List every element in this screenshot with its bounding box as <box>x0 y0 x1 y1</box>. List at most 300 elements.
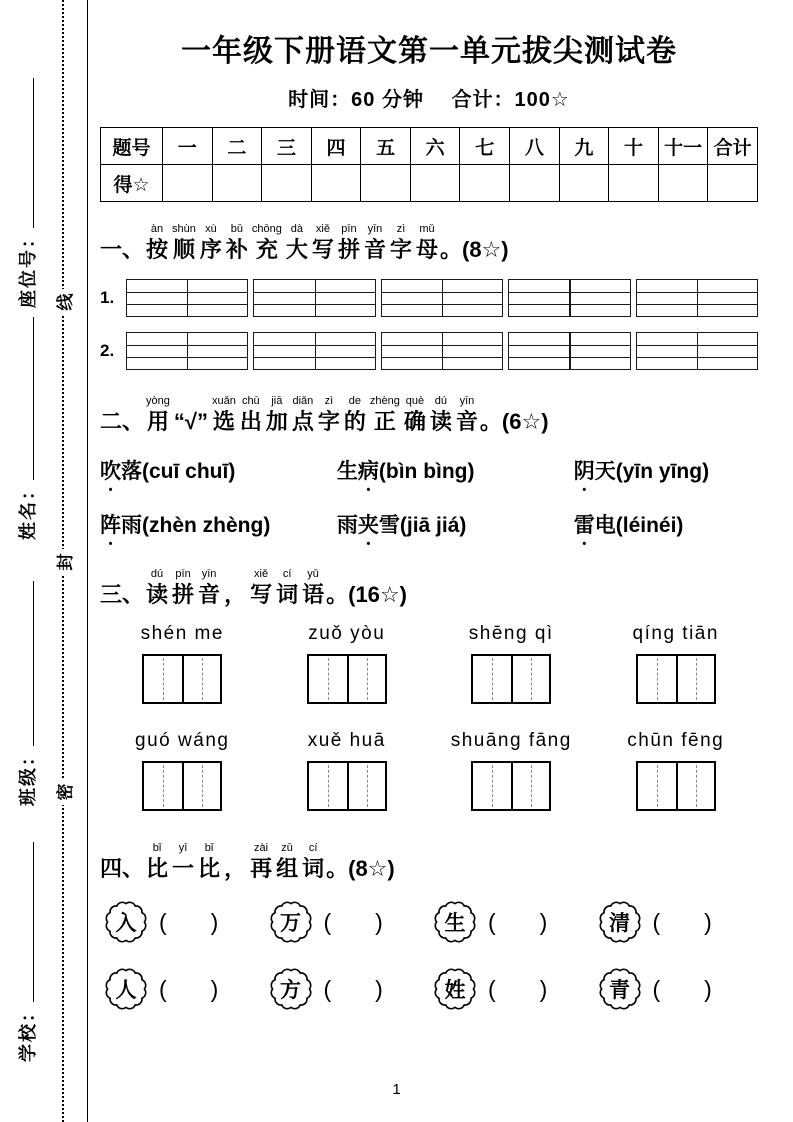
staff-cell[interactable] <box>253 332 375 370</box>
compare-char: 清 <box>609 912 630 935</box>
pinyin-annotation: yīn <box>459 394 475 407</box>
paren-open: ( <box>488 975 496 1002</box>
staff-cell[interactable] <box>636 332 758 370</box>
score-entry-cell[interactable] <box>212 165 262 202</box>
answer-parens <box>653 976 712 1003</box>
hanzi-char: 组 <box>276 855 299 881</box>
character-cell[interactable] <box>309 763 347 809</box>
pinyin-annotation: chū <box>241 394 260 407</box>
pinyin-annotation: yīn <box>367 223 383 235</box>
question-number-cell: 十 <box>609 128 659 165</box>
section-3-number: 三、 <box>100 582 145 607</box>
answer-parens <box>488 976 547 1003</box>
paren-close: ) <box>375 975 383 1002</box>
hanzi-char: ， <box>224 582 247 607</box>
word-item <box>469 623 554 704</box>
pinyin-annotation: zài <box>254 841 269 854</box>
section-1-number: 一、 <box>100 237 145 262</box>
pinyin-annotation: xiě <box>254 568 269 580</box>
class-blank[interactable] <box>15 581 34 746</box>
word-pinyin: qíng tiān <box>632 622 719 644</box>
hanzi-char: 补 <box>225 237 248 262</box>
compare-word-item <box>594 963 759 1015</box>
hanzi-char: 音 <box>198 582 221 607</box>
word-pinyin: shén me <box>140 622 224 644</box>
pronunciation-item[interactable] <box>337 509 574 539</box>
pinyin-annotation: zǔ <box>281 841 293 854</box>
compare-char: 人 <box>115 979 137 1002</box>
hanzi-char: 写 <box>250 582 273 607</box>
pinyin-annotation: bǔ <box>230 223 244 235</box>
question-number-cell: 六 <box>410 128 460 165</box>
seal-char-xian: 线 <box>49 289 77 315</box>
section-1-points: 。(8☆) <box>440 237 509 262</box>
ruby-block <box>224 569 246 609</box>
word-pinyin: guó wáng <box>135 729 230 751</box>
hanzi-char: 比 <box>198 855 221 881</box>
score-table-header-row <box>101 128 758 165</box>
paren-open: ( <box>323 908 332 935</box>
pinyin-annotation: xuǎn <box>211 394 236 407</box>
word: 吹落 <box>100 460 142 483</box>
ruby-block <box>276 843 298 883</box>
pinyin-annotation: zhèng <box>369 394 400 407</box>
flower-frame <box>429 963 481 1015</box>
compare-char: 万 <box>280 912 301 935</box>
compare-char: 生 <box>444 912 466 935</box>
ruby-block <box>146 843 168 883</box>
hanzi-char: 写 <box>311 237 334 262</box>
question-number-cell: 四 <box>311 128 361 165</box>
compare-word-item <box>265 963 430 1015</box>
dotted-char: 病 <box>357 460 379 483</box>
compare-char: 入 <box>115 912 137 935</box>
hanzi-char: 母 <box>415 237 438 262</box>
school-blank[interactable] <box>15 842 34 1002</box>
word: 雷电 <box>574 514 616 537</box>
staff-cell[interactable] <box>126 279 248 317</box>
score-header: 得☆ <box>101 165 163 202</box>
word-item <box>307 730 387 811</box>
staff-row-1-label: 1. <box>100 287 115 307</box>
seal-char-mi: 密 <box>49 779 77 805</box>
section-2-points: 。(6☆) <box>479 408 549 434</box>
hanzi-char: 大 <box>285 237 308 262</box>
reading-options: (léinéi) <box>615 514 684 537</box>
hanzi-char: 加 <box>265 408 288 434</box>
score-entry-cell[interactable] <box>262 165 312 202</box>
reading-options: (jiā jiá) <box>399 514 467 537</box>
flower-frame <box>100 896 152 948</box>
question-number-cell: 合计 <box>708 128 758 165</box>
paren-close: ) <box>704 908 712 935</box>
question-number-cell: 五 <box>361 128 411 165</box>
character-cell[interactable] <box>309 656 347 702</box>
ruby-block <box>312 224 334 264</box>
compare-char: 姓 <box>444 979 466 1002</box>
student-name-field <box>14 317 40 540</box>
word: 生病 <box>337 460 379 483</box>
staff-cell[interactable] <box>126 332 248 370</box>
word: 阴天 <box>574 460 616 483</box>
write-words-grid <box>100 623 758 811</box>
score-entry-cell[interactable] <box>361 165 411 202</box>
pinyin-annotation: dà <box>290 223 304 235</box>
character-cell[interactable] <box>144 763 182 809</box>
flower-frame <box>594 963 646 1015</box>
ruby-block <box>172 224 196 264</box>
hanzi-char: 正 <box>373 408 396 434</box>
hanzi-char: 确 <box>403 408 426 434</box>
ruby-block <box>286 224 308 264</box>
four-line-staff <box>126 279 758 317</box>
paren-close: ) <box>210 908 219 935</box>
ruby-block <box>302 843 324 883</box>
character-writing-box <box>142 761 222 811</box>
class-label: 班级： <box>18 746 38 806</box>
staff-cell[interactable] <box>381 332 503 370</box>
pinyin-annotation: mǔ <box>419 223 435 235</box>
character-writing-box <box>142 654 222 704</box>
answer-parens <box>653 909 712 936</box>
hanzi-char: “√” <box>173 408 208 434</box>
dotted-char: 夹 <box>357 514 379 537</box>
ruby-block <box>252 224 282 264</box>
dotted-char: 吹 <box>100 460 121 483</box>
character-cell[interactable] <box>182 763 220 809</box>
hanzi-char: 拼 <box>337 237 360 262</box>
pronunciation-item[interactable] <box>100 509 337 539</box>
section-3-heading <box>100 569 758 609</box>
score-entry-cell[interactable] <box>311 165 361 202</box>
pronunciation-item[interactable] <box>100 455 337 485</box>
pinyin-staff-row-2 <box>100 332 758 370</box>
section-4-title-ruby <box>144 843 326 883</box>
section-4-number: 四、 <box>100 855 145 881</box>
pinyin-annotation: yǔ <box>307 568 319 580</box>
seat-number-field <box>14 78 40 308</box>
ruby-block <box>250 569 272 609</box>
word: 雨夹雪 <box>337 514 400 537</box>
score-entry-cell[interactable] <box>708 165 758 202</box>
hanzi-char: 读 <box>429 408 452 434</box>
word-pinyin: shēng qì <box>468 622 554 644</box>
word-pinyin: xuě huā <box>307 729 386 751</box>
score-table-score-row <box>101 165 758 202</box>
ruby-block <box>364 224 386 264</box>
question-number-header: 题号 <box>101 128 163 165</box>
flower-frame <box>429 896 481 948</box>
section-3-title-ruby <box>144 569 326 609</box>
word-pinyin: chūn fēng <box>627 729 725 751</box>
flower-frame <box>265 896 317 948</box>
ruby-block <box>174 396 208 436</box>
word-item <box>135 730 229 811</box>
answer-parens <box>159 976 218 1003</box>
reading-options: (yīn yīng) <box>615 460 710 483</box>
pinyin-annotation: què <box>405 394 425 407</box>
dotted-char: 雷 <box>573 514 595 537</box>
pinyin-annotation: diǎn <box>292 394 314 407</box>
paren-open: ( <box>488 908 496 935</box>
score-entry-cell[interactable] <box>163 165 213 202</box>
character-writing-box <box>636 654 716 704</box>
ruby-block <box>302 569 324 609</box>
question-number-cell: 七 <box>460 128 510 165</box>
pinyin-staff-row-1 <box>100 279 758 317</box>
ruby-block <box>240 396 262 436</box>
staff-cell[interactable] <box>636 279 758 317</box>
ruby-block <box>456 396 478 436</box>
margin-divider-line <box>87 0 88 1122</box>
pinyin-annotation: pīn <box>175 568 191 580</box>
compare-word-item <box>265 896 430 948</box>
pinyin-annotation: dú <box>150 568 164 580</box>
paren-close: ) <box>539 975 548 1002</box>
student-name-blank[interactable] <box>15 317 34 480</box>
character-cell[interactable] <box>182 656 220 702</box>
score-entry-cell[interactable] <box>460 165 510 202</box>
paren-open: ( <box>323 975 332 1002</box>
hanzi-char: 的 <box>343 408 366 434</box>
ruby-block <box>344 396 366 436</box>
word-item <box>633 623 719 704</box>
ruby-block <box>276 569 298 609</box>
paren-close: ) <box>210 975 219 1002</box>
pronunciation-item[interactable] <box>337 455 574 485</box>
score-table <box>100 127 758 202</box>
hanzi-char: 词 <box>302 855 325 881</box>
compare-char: 方 <box>280 979 301 1002</box>
hanzi-char: 点 <box>291 408 314 434</box>
hanzi-char: 音 <box>455 408 478 434</box>
seat-number-label: 座位号： <box>18 228 38 308</box>
pinyin-annotation: zì <box>324 394 334 407</box>
pronunciation-items <box>100 455 758 539</box>
word-pinyin: shuāng fāng <box>450 729 572 751</box>
question-number-cell: 二 <box>212 128 262 165</box>
ruby-block <box>416 224 438 264</box>
compare-word-item <box>429 963 594 1015</box>
staff-row-2-label: 2. <box>100 340 115 360</box>
word-item <box>627 730 724 811</box>
hanzi-char: 字 <box>317 408 340 434</box>
question-number-cell: 十一 <box>658 128 708 165</box>
ruby-block <box>292 396 314 436</box>
ruby-block <box>430 396 452 436</box>
pinyin-annotation: xù <box>205 223 217 235</box>
pinyin-annotation: àn <box>150 223 164 235</box>
character-cell[interactable] <box>511 763 549 809</box>
ruby-block <box>318 396 340 436</box>
paper-content <box>100 26 758 1015</box>
ruby-block <box>198 569 220 609</box>
pinyin-annotation: shùn <box>172 223 196 235</box>
character-writing-box <box>307 654 387 704</box>
character-writing-box <box>636 761 716 811</box>
hanzi-char: 用 <box>146 408 169 434</box>
character-cell[interactable] <box>347 656 385 702</box>
word-pinyin: zuǒ yòu <box>308 622 386 644</box>
pinyin-annotation: cí <box>282 568 292 580</box>
paren-open: ( <box>159 975 167 1002</box>
ruby-block <box>200 224 222 264</box>
pinyin-annotation: chōng <box>251 223 282 235</box>
paper-subtitle: 时间：60 分钟 合计：100☆ <box>288 89 570 111</box>
dotted-char: 阴 <box>573 460 595 483</box>
pinyin-annotation: yīn <box>201 568 217 580</box>
school-label: 学校： <box>18 1002 38 1062</box>
question-number-cell: 八 <box>510 128 560 165</box>
student-name-label: 姓名： <box>18 480 38 540</box>
score-entry-cell[interactable] <box>658 165 708 202</box>
section-2-heading <box>100 396 758 436</box>
hanzi-char: 一 <box>172 855 195 881</box>
hanzi-char: ， <box>224 855 247 881</box>
pinyin-annotation: yòng <box>146 394 170 407</box>
question-number-cell: 九 <box>559 128 609 165</box>
section-2-number: 二、 <box>100 408 145 434</box>
hanzi-char: 词 <box>276 582 299 607</box>
compare-word-item <box>594 896 759 948</box>
staff-cell[interactable] <box>381 279 503 317</box>
answer-parens <box>324 909 383 936</box>
character-writing-box <box>471 761 551 811</box>
pronunciation-item[interactable] <box>574 455 758 485</box>
compare-word-item <box>100 963 265 1015</box>
paren-open: ( <box>652 975 661 1002</box>
score-entry-cell[interactable] <box>559 165 609 202</box>
hanzi-char: 读 <box>146 582 169 607</box>
ruby-block <box>224 843 246 883</box>
hanzi-char: 顺 <box>172 237 195 262</box>
staff-cell[interactable] <box>253 279 375 317</box>
question-number-cell: 三 <box>262 128 312 165</box>
ruby-block <box>198 843 220 883</box>
ruby-block <box>404 396 426 436</box>
flower-frame <box>100 963 152 1015</box>
compare-char: 青 <box>609 979 630 1002</box>
staff-cell[interactable] <box>508 279 630 317</box>
ruby-block <box>226 224 248 264</box>
reading-options: (cuī chuī) <box>142 460 236 483</box>
pinyin-annotation: jiā <box>271 394 283 407</box>
pinyin-annotation: pīn <box>341 223 357 235</box>
pinyin-annotation: zì <box>396 223 406 235</box>
pinyin-annotation: bǐ <box>152 841 162 854</box>
ruby-block <box>338 224 360 264</box>
character-cell[interactable] <box>473 763 511 809</box>
hanzi-char: 出 <box>239 408 262 434</box>
staff-cell[interactable] <box>508 332 630 370</box>
ruby-block <box>250 843 272 883</box>
ruby-block <box>146 224 168 264</box>
character-cell[interactable] <box>638 656 676 702</box>
ruby-block <box>172 843 194 883</box>
word-item <box>307 623 387 704</box>
paren-close: ) <box>539 908 548 935</box>
pinyin-annotation: bǐ <box>204 841 214 854</box>
flower-frame <box>594 896 646 948</box>
seat-number-blank[interactable] <box>15 78 34 228</box>
hanzi-char: 比 <box>146 855 169 881</box>
answer-parens <box>159 909 218 936</box>
character-writing-box <box>307 761 387 811</box>
character-cell[interactable] <box>676 656 714 702</box>
answer-parens <box>324 976 383 1003</box>
hanzi-char: 按 <box>146 237 169 262</box>
page-number: 1 <box>392 1081 401 1098</box>
word-item <box>451 730 572 811</box>
hanzi-char: 音 <box>363 237 386 262</box>
pinyin-annotation: de <box>348 394 361 407</box>
character-cell[interactable] <box>347 763 385 809</box>
score-entry-cell[interactable] <box>410 165 460 202</box>
hanzi-char: 选 <box>212 408 235 434</box>
pinyin-annotation: cí <box>308 841 318 854</box>
score-entry-cell[interactable] <box>510 165 560 202</box>
pinyin-annotation: xiě <box>315 223 330 235</box>
word-item <box>141 623 224 704</box>
ruby-block <box>172 569 194 609</box>
hanzi-char: 序 <box>199 237 222 262</box>
ruby-block <box>390 224 412 264</box>
paren-open: ( <box>652 908 661 935</box>
reading-options: (zhèn zhèng) <box>142 514 271 537</box>
hanzi-char: 字 <box>389 237 412 262</box>
ruby-block <box>266 396 288 436</box>
hanzi-char: 拼 <box>172 582 195 607</box>
character-cell[interactable] <box>144 656 182 702</box>
character-writing-box <box>471 654 551 704</box>
ruby-block <box>212 396 236 436</box>
school-field <box>14 842 40 1062</box>
paren-close: ) <box>375 908 383 935</box>
character-cell[interactable] <box>511 656 549 702</box>
hanzi-char: 再 <box>250 855 273 881</box>
word: 阵雨 <box>100 514 142 537</box>
character-cell[interactable] <box>638 763 676 809</box>
answer-parens <box>488 909 547 936</box>
character-cell[interactable] <box>473 656 511 702</box>
ruby-block <box>146 569 168 609</box>
ruby-block <box>146 396 170 436</box>
paren-open: ( <box>159 908 167 935</box>
reading-options: (bìn bìng) <box>378 460 475 483</box>
hanzi-char: 语 <box>302 582 325 607</box>
score-entry-cell[interactable] <box>609 165 659 202</box>
dotted-char: 阵 <box>100 514 121 537</box>
paren-close: ) <box>704 975 712 1002</box>
compare-word-item <box>429 896 594 948</box>
compare-word-item <box>100 896 265 948</box>
section-3-points: 。(16☆) <box>326 582 407 607</box>
class-field <box>14 581 40 806</box>
section-1-title-ruby <box>144 224 440 264</box>
seal-char-feng: 封 <box>49 549 77 575</box>
compare-words-grid <box>100 896 758 1015</box>
four-line-staff <box>126 332 758 370</box>
question-number-cell: 一 <box>163 128 213 165</box>
section-4-heading <box>100 843 758 883</box>
flower-frame <box>265 963 317 1015</box>
ruby-block <box>370 396 400 436</box>
section-1-heading <box>100 224 758 264</box>
section-4-points: 。(8☆) <box>326 855 395 881</box>
character-cell[interactable] <box>676 763 714 809</box>
pronunciation-item[interactable] <box>574 509 758 539</box>
section-2-title-ruby <box>144 396 480 436</box>
